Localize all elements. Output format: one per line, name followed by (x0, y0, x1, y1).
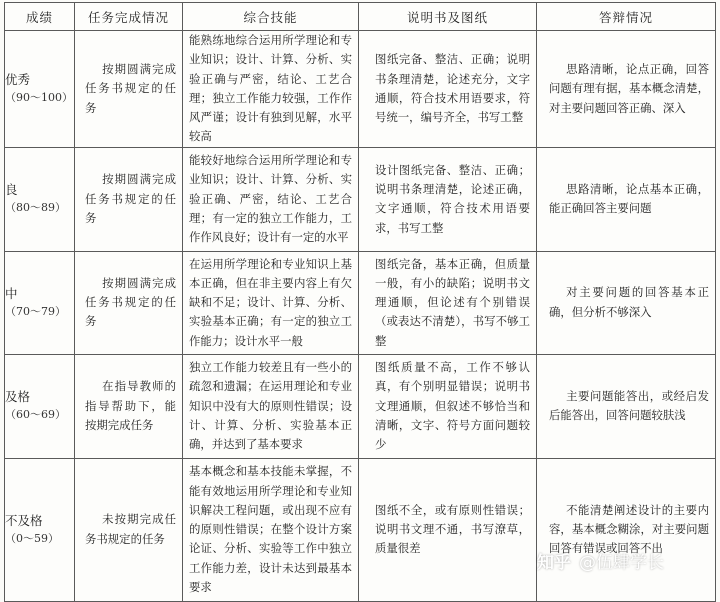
documents-cell (359, 354, 537, 458)
defense-cell (537, 458, 716, 601)
header-documents: 说明书及图纸 (359, 3, 537, 31)
skills-text: 能熟练地综合运用所学理论和专业知识；设计、计算、分析、实验正确与严密，结论、工艺合理；独立工作能力较强，工作作风严谨；设计有独到见解，水平较高 (189, 33, 352, 144)
grade-range: （90～100） (5, 90, 73, 104)
skills-cell (183, 251, 359, 354)
grade-range: （70～79） (5, 304, 66, 318)
documents-text: 图纸不全，或有原则性错误；说明书文理不通，书写潦草，质量很差 (375, 502, 530, 556)
completion-cell (75, 31, 183, 148)
completion-cell (75, 354, 183, 458)
grade-cell (5, 458, 75, 601)
table-row (5, 354, 716, 458)
header-completion: 任务完成情况 (75, 3, 183, 31)
completion-text: 未按期完成任务书规定的任务 (85, 512, 176, 546)
table-row (5, 251, 716, 354)
grade-range: （80～89） (5, 201, 66, 215)
grade-name: 不及格 (5, 512, 43, 528)
defense-cell (537, 147, 716, 251)
defense-cell (537, 251, 716, 354)
defense-cell (537, 354, 716, 458)
completion-text: 在指导教师的指导帮助下，能按期完成任务 (85, 379, 176, 432)
zhihu-logo[interactable]: 知乎 (537, 552, 571, 573)
documents-cell (359, 251, 537, 354)
documents-cell (359, 147, 537, 251)
completion-cell (75, 458, 183, 601)
grade-cell (5, 147, 75, 251)
skills-text: 基本概念和基本技能未掌握，不能有效地运用所学理论和专业知识解决工程问题，或出现不应有的原则性错误；在整个设计方案论证、分析、实验等工作中独立工作能力差，设计未达到最基本要求 (189, 464, 352, 595)
header-defense: 答辩情况 (537, 3, 716, 31)
skills-text: 能较好地综合运用所学理论和专业知识；设计、计算、分析、实验正确、严密，结论、工艺合理；有一定的独立工作能力，工作作风良好；设计有一定的水平 (189, 153, 352, 245)
zhihu-watermark[interactable] (537, 545, 664, 575)
skills-text: 独立工作能力较差且有一些小的疏忽和遗漏；在运用理论和专业知识中没有大的原则性错误；设计、计算、分析、实验基本正确，并达到了基本要求 (189, 360, 352, 452)
table-row (5, 458, 716, 601)
documents-text: 设计图纸完备、整洁、正确；说明书条理清楚，论述正确，文字通顺，符合技术用语要求，书写工整 (375, 162, 530, 235)
defense-cell (537, 31, 716, 148)
grade-cell (5, 251, 75, 354)
defense-text: 思路清晰，论点正确，回答问题有理有据，基本概念清楚，对主要问题回答正确、深入 (549, 61, 709, 115)
documents-cell (359, 31, 537, 148)
grade-range: （60～69） (5, 408, 66, 422)
documents-cell (359, 458, 537, 601)
documents-text: 图纸完备、整洁、正确；说明书条理清楚，论述充分，文字通顺，符合技术用语要求，符号统一，编号齐全，书写工整 (375, 52, 530, 125)
completion-text: 按期圆满完成任务书规定的任务 (85, 61, 176, 115)
completion-text: 按期圆满完成任务书规定的任务 (85, 275, 176, 329)
grade-name: 及格 (5, 389, 31, 405)
grade-name: 优秀 (5, 71, 31, 87)
grade-range: （0～59） (5, 531, 59, 545)
skills-cell (183, 354, 359, 458)
documents-text: 图纸质量不高，工作不够认真，有个别明显错误；说明书文理通顺，但叙述不够恰当和清晰，文字、符号方面问题较少 (375, 360, 530, 452)
defense-text: 不能清楚阐述设计的主要内容，基本概念糊涂，对主要问题回答有错误或回答不出 (549, 502, 709, 556)
header-skills: 综合技能 (183, 3, 359, 31)
grade-name: 良 (5, 182, 18, 198)
completion-cell (75, 251, 183, 354)
table-row (5, 147, 716, 251)
defense-text: 思路清晰，论点基本正确，能正确回答主要问题 (549, 181, 709, 216)
defense-text: 主要问题能答出，或经启发后能答出，回答问题较肤浅 (549, 388, 709, 423)
grading-criteria-table (4, 2, 716, 602)
watermark-author[interactable]: @伍肆学长 (579, 552, 664, 573)
grade-cell (5, 31, 75, 148)
header-row (5, 3, 716, 31)
skills-cell (183, 31, 359, 148)
defense-text: 对主要问题的回答基本正确，但分析不够深入 (549, 285, 709, 319)
skills-text: 在运用所学理论和专业知识上基本正确，但在非主要内容上有欠缺和不足；设计、计算、分析、实验基本正确；有一定的独立工作能力；设计水平一般 (189, 256, 352, 348)
grade-name: 中 (5, 285, 18, 301)
completion-text: 按期圆满完成任务书规定的任务 (85, 172, 176, 225)
skills-cell (183, 147, 359, 251)
completion-cell (75, 147, 183, 251)
documents-text: 图纸完备，基本正确，但质量一般，有小的缺陷；说明书文理通顺，但论述有个别错误（或表达不清楚），书写不够工整 (375, 256, 530, 348)
header-grade: 成绩 (5, 3, 75, 31)
skills-cell (183, 458, 359, 601)
table-row (5, 31, 716, 148)
grade-cell (5, 354, 75, 458)
